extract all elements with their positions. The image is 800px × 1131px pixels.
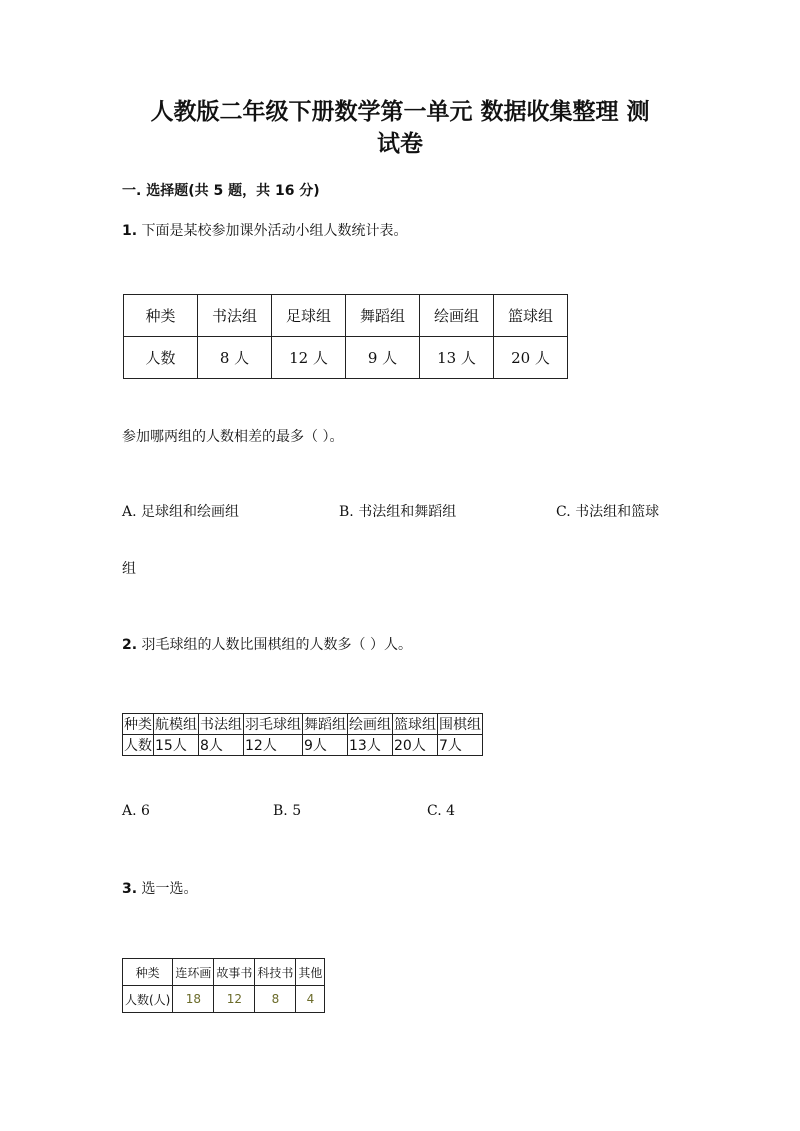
question-2-table <box>122 713 483 756</box>
question-1-prompt: 参加哪两组的人数相差的最多（ ）。 <box>122 429 344 445</box>
table-cell: 故事书 <box>214 959 255 986</box>
question-2-text: 羽毛球组的人数比围棋组的人数多（ ）人。 <box>141 637 412 653</box>
table-cell: 15人 <box>154 735 199 756</box>
table-cell: 8人 <box>199 735 244 756</box>
table-row <box>123 986 325 1013</box>
table-cell: 8 <box>255 986 296 1013</box>
table-cell: 18 <box>173 986 214 1013</box>
table-cell: 篮球组 <box>393 714 438 735</box>
table-cell: 12人 <box>244 735 303 756</box>
table-cell: 12 <box>214 986 255 1013</box>
table-cell: 绘画组 <box>420 295 494 337</box>
table-cell: 9人 <box>303 735 348 756</box>
question-3-text: 选一选。 <box>141 881 198 897</box>
table-cell: 20 人 <box>494 337 568 379</box>
table-cell: 书法组 <box>198 295 272 337</box>
table-cell: 足球组 <box>272 295 346 337</box>
title-line-2: 试卷 <box>377 131 423 157</box>
question-1-text: 下面是某校参加课外活动小组人数统计表。 <box>141 223 408 239</box>
table-cell: 种类 <box>123 714 154 735</box>
table-cell: 20人 <box>393 735 438 756</box>
table-cell: 书法组 <box>199 714 244 735</box>
table-cell: 围棋组 <box>438 714 483 735</box>
table-cell: 4 <box>296 986 325 1013</box>
table-cell: 篮球组 <box>494 295 568 337</box>
table-cell: 连环画 <box>173 959 214 986</box>
table-row <box>123 735 483 756</box>
table-cell: 8 人 <box>198 337 272 379</box>
table-cell: 人数 <box>123 735 154 756</box>
question-2-option-b[interactable]: B. 5 <box>273 803 302 819</box>
table-cell: 羽毛球组 <box>244 714 303 735</box>
table-cell: 人数 <box>124 337 198 379</box>
table-cell: 13人 <box>348 735 393 756</box>
question-2-number: 2. <box>122 637 138 653</box>
question-3-table <box>122 958 325 1013</box>
table-cell: 航模组 <box>154 714 199 735</box>
question-1-number: 1. <box>122 223 138 239</box>
table-cell: 7人 <box>438 735 483 756</box>
table-cell: 舞蹈组 <box>346 295 420 337</box>
section-heading: 一. 选择题(共 5 题，共 16 分) <box>122 183 320 199</box>
table-cell: 人数(人) <box>123 986 173 1013</box>
question-1-table <box>123 294 568 379</box>
question-3-number: 3. <box>122 881 138 897</box>
table-row <box>124 295 568 337</box>
question-1-option-c[interactable]: C. 书法组和篮球 <box>556 504 660 520</box>
table-cell: 舞蹈组 <box>303 714 348 735</box>
table-cell: 种类 <box>124 295 198 337</box>
question-3 <box>122 878 198 898</box>
table-cell: 绘画组 <box>348 714 393 735</box>
question-2-option-c[interactable]: C. 4 <box>427 803 456 819</box>
question-2 <box>122 634 412 654</box>
table-cell: 其他 <box>296 959 325 986</box>
table-cell: 9 人 <box>346 337 420 379</box>
question-1 <box>122 220 408 240</box>
document-title <box>100 96 700 160</box>
question-1-option-a[interactable]: A. 足球组和绘画组 <box>122 504 240 520</box>
title-line-1: 人教版二年级下册数学第一单元 数据收集整理 测 <box>150 99 650 125</box>
table-cell: 13 人 <box>420 337 494 379</box>
table-row <box>124 337 568 379</box>
question-1-option-c-wrap: 组 <box>122 561 136 577</box>
table-cell: 科技书 <box>255 959 296 986</box>
table-cell: 12 人 <box>272 337 346 379</box>
table-cell: 种类 <box>123 959 173 986</box>
question-2-option-a[interactable]: A. 6 <box>122 803 150 819</box>
question-1-option-b[interactable]: B. 书法组和舞蹈组 <box>339 504 457 520</box>
table-row <box>123 714 483 735</box>
table-row <box>123 959 325 986</box>
